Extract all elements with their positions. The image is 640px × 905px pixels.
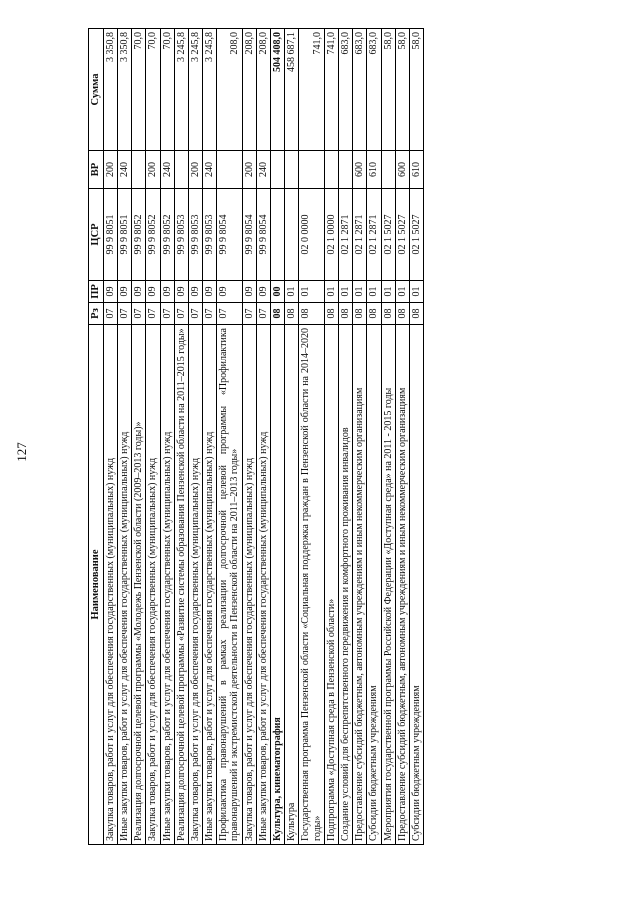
row-pr: 09	[242, 281, 256, 303]
row-vr	[285, 151, 299, 189]
row-sum: 683,0	[367, 29, 381, 151]
table-header-row	[89, 29, 104, 845]
row-vr: 240	[256, 151, 270, 189]
row-pr: 09	[188, 281, 202, 303]
row-name: Реализация долгосрочной целевой программы «Молодежь Пензенской области (2009–2013 годы)»	[132, 325, 146, 845]
row-csr	[271, 189, 285, 281]
row-sum: 3 350,8	[117, 29, 131, 151]
row-name: Закупка товаров, работ и услуг для обеспечения государственных (муниципальных) нужд	[242, 325, 256, 845]
page-number: 127	[14, 442, 29, 462]
row-rz: 08	[271, 303, 285, 325]
table-row	[132, 29, 146, 845]
row-name: Закупка товаров, работ и услуг для обеспечения государственных (муниципальных) нужд	[103, 325, 117, 845]
row-name: Профилактика правонарушений в рамках реализации долгосрочной целевой программы «Профилактика правонарушений и экстремистской деятельности в Пензенской области на 2011–2013 годы»	[217, 325, 242, 845]
row-csr: 02 0 0000	[299, 189, 324, 281]
table-row	[242, 29, 256, 845]
table-row	[353, 29, 367, 845]
row-sum: 70,0	[160, 29, 174, 151]
row-csr: 99 9 8053	[203, 189, 217, 281]
row-csr: 02 1 5027	[381, 189, 395, 281]
row-csr: 99 9 8052	[146, 189, 160, 281]
row-vr: 240	[117, 151, 131, 189]
row-rz: 07	[203, 303, 217, 325]
row-csr: 99 9 8052	[132, 189, 146, 281]
row-csr: 99 9 8054	[242, 189, 256, 281]
row-sum: 3 245,8	[188, 29, 202, 151]
table-row	[103, 29, 117, 845]
row-pr: 01	[367, 281, 381, 303]
row-name: Закупка товаров, работ и услуг для обеспечения государственных (муниципальных) нужд	[188, 325, 202, 845]
table-row	[271, 29, 285, 845]
row-vr: 200	[103, 151, 117, 189]
row-name: Реализация долгосрочной целевой программы «Развитие системы образования Пензенской области на 2011–2015 годы»	[174, 325, 188, 845]
row-csr: 02 1 2871	[367, 189, 381, 281]
row-name: Создание условий для беспрепятственного передвижения и комфортного проживания инвалидов	[338, 325, 352, 845]
row-csr: 99 9 8052	[160, 189, 174, 281]
row-rz: 07	[132, 303, 146, 325]
row-sum: 208,0	[256, 29, 270, 151]
row-sum: 3 245,8	[174, 29, 188, 151]
row-sum: 208,0	[217, 29, 242, 151]
row-vr: 200	[242, 151, 256, 189]
table-row	[324, 29, 338, 845]
table-row	[395, 29, 409, 845]
row-pr: 01	[324, 281, 338, 303]
row-rz: 08	[338, 303, 352, 325]
row-vr: 610	[367, 151, 381, 189]
table-body	[103, 29, 423, 845]
row-pr: 09	[160, 281, 174, 303]
row-pr: 00	[271, 281, 285, 303]
row-rz: 07	[242, 303, 256, 325]
row-pr: 01	[299, 281, 324, 303]
row-name: Иные закупки товаров, работ и услуг для обеспечения государственных (муниципальных) нужд	[160, 325, 174, 845]
header-csr: ЦСР	[89, 189, 104, 281]
row-csr: 99 9 8051	[103, 189, 117, 281]
header-name: Наименование	[89, 325, 104, 845]
row-pr: 09	[203, 281, 217, 303]
rotated-table-container	[88, 29, 550, 845]
row-csr: 99 9 8054	[217, 189, 242, 281]
row-vr	[338, 151, 352, 189]
row-rz: 08	[299, 303, 324, 325]
table-row	[217, 29, 242, 845]
table-row	[174, 29, 188, 845]
row-csr: 02 1 2871	[338, 189, 352, 281]
row-csr	[285, 189, 299, 281]
row-sum: 683,0	[353, 29, 367, 151]
row-pr: 09	[146, 281, 160, 303]
table-row	[203, 29, 217, 845]
row-pr: 09	[132, 281, 146, 303]
row-vr	[271, 151, 285, 189]
row-sum: 741,0	[299, 29, 324, 151]
row-vr: 610	[409, 151, 423, 189]
row-name: Культура	[285, 325, 299, 845]
row-rz: 08	[324, 303, 338, 325]
row-rz: 07	[217, 303, 242, 325]
row-pr: 09	[174, 281, 188, 303]
row-sum: 458 687,1	[285, 29, 299, 151]
row-name: Предоставление субсидий бюджетным, автономным учреждениям и иным некоммерческим организациям	[353, 325, 367, 845]
header-rz: Рз	[89, 303, 104, 325]
row-sum: 208,0	[242, 29, 256, 151]
row-csr: 99 9 8053	[188, 189, 202, 281]
table-row	[381, 29, 395, 845]
row-sum: 58,0	[409, 29, 423, 151]
budget-table	[88, 28, 424, 845]
row-sum: 70,0	[146, 29, 160, 151]
row-csr: 02 1 0000	[324, 189, 338, 281]
table-row	[146, 29, 160, 845]
row-pr: 01	[395, 281, 409, 303]
row-csr: 99 9 8053	[174, 189, 188, 281]
row-csr: 99 9 8054	[256, 189, 270, 281]
row-sum: 58,0	[395, 29, 409, 151]
row-vr: 200	[146, 151, 160, 189]
row-csr: 02 1 2871	[353, 189, 367, 281]
row-sum: 741,0	[324, 29, 338, 151]
row-name: Субсидии бюджетным учреждениям	[367, 325, 381, 845]
table-row	[160, 29, 174, 845]
row-sum: 70,0	[132, 29, 146, 151]
row-rz: 08	[395, 303, 409, 325]
row-rz: 08	[409, 303, 423, 325]
row-rz: 07	[188, 303, 202, 325]
row-name: Субсидии бюджетным учреждениям	[409, 325, 423, 845]
row-csr: 02 1 5027	[395, 189, 409, 281]
row-vr	[174, 151, 188, 189]
header-sum: Сумма	[89, 29, 104, 151]
row-name: Закупка товаров, работ и услуг для обеспечения государственных (муниципальных) нужд	[146, 325, 160, 845]
table-row	[117, 29, 131, 845]
row-rz: 08	[285, 303, 299, 325]
row-pr: 01	[409, 281, 423, 303]
row-sum: 683,0	[338, 29, 352, 151]
row-name: Культура, кинематография	[271, 325, 285, 845]
row-rz: 08	[381, 303, 395, 325]
row-pr: 09	[103, 281, 117, 303]
row-sum: 3 350,8	[103, 29, 117, 151]
row-rz: 07	[256, 303, 270, 325]
row-vr: 600	[395, 151, 409, 189]
row-sum: 504 408,0	[271, 29, 285, 151]
row-name: Подпрограмма «Доступная среда в Пензенской области»	[324, 325, 338, 845]
row-rz: 08	[367, 303, 381, 325]
table-row	[338, 29, 352, 845]
row-rz: 08	[353, 303, 367, 325]
row-sum: 3 245,8	[203, 29, 217, 151]
row-pr: 01	[353, 281, 367, 303]
row-pr: 01	[381, 281, 395, 303]
table-row	[188, 29, 202, 845]
header-vr: ВР	[89, 151, 104, 189]
table-row	[299, 29, 324, 845]
row-sum: 58,0	[381, 29, 395, 151]
row-pr: 01	[285, 281, 299, 303]
row-pr: 09	[217, 281, 242, 303]
row-vr: 200	[188, 151, 202, 189]
row-rz: 07	[146, 303, 160, 325]
table-row	[409, 29, 423, 845]
row-name: Иные закупки товаров, работ и услуг для обеспечения государственных (муниципальных) нужд	[256, 325, 270, 845]
row-name: Мероприятия государственной программы Российской Федерации «Доступная среда» на 2011 - 2015 годы	[381, 325, 395, 845]
row-vr: 240	[160, 151, 174, 189]
row-pr: 09	[256, 281, 270, 303]
row-vr: 600	[353, 151, 367, 189]
table-row	[285, 29, 299, 845]
row-rz: 07	[103, 303, 117, 325]
table-row	[256, 29, 270, 845]
row-name: Иные закупки товаров, работ и услуг для обеспечения государственных (муниципальных) нужд	[117, 325, 131, 845]
row-name: Государственная программа Пензенской области «Социальная поддержка граждан в Пензенской области на 2014–2020 годы»	[299, 325, 324, 845]
row-rz: 07	[117, 303, 131, 325]
header-pr: ПР	[89, 281, 104, 303]
row-rz: 07	[160, 303, 174, 325]
table-row	[367, 29, 381, 845]
row-vr	[132, 151, 146, 189]
row-vr	[217, 151, 242, 189]
row-name: Предоставление субсидий бюджетным, автономным учреждениям и иным некоммерческим организациям	[395, 325, 409, 845]
row-name: Иные закупки товаров, работ и услуг для обеспечения государственных (муниципальных) нужд	[203, 325, 217, 845]
row-vr	[299, 151, 324, 189]
row-csr: 99 9 8051	[117, 189, 131, 281]
row-vr	[381, 151, 395, 189]
row-pr: 09	[117, 281, 131, 303]
row-vr	[324, 151, 338, 189]
row-rz: 07	[174, 303, 188, 325]
row-pr: 01	[338, 281, 352, 303]
row-csr: 02 1 5027	[409, 189, 423, 281]
row-vr: 240	[203, 151, 217, 189]
